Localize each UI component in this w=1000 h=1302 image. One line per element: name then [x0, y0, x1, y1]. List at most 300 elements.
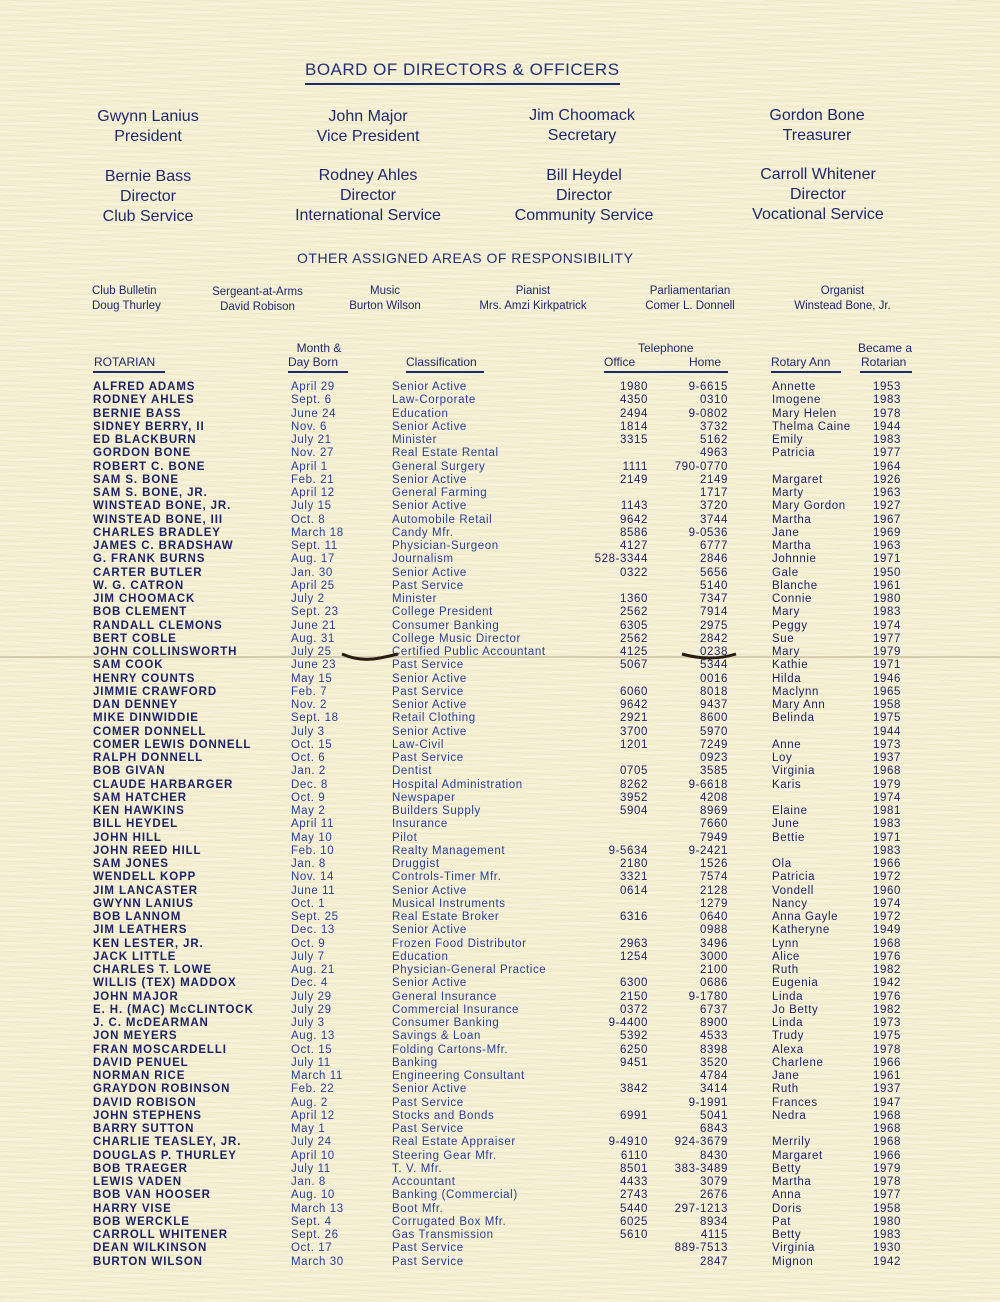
responsibility-name: Burton Wilson: [349, 300, 421, 312]
member-birthday: July 21: [291, 434, 332, 446]
table-row: [0, 408, 1000, 421]
member-birthday: July 24: [291, 1136, 332, 1149]
member-home-phone: 8018: [700, 685, 728, 698]
member-name: BOB WERCKLE: [93, 1215, 190, 1228]
member-classification: Education: [392, 950, 449, 963]
member-home-phone: 7249: [700, 738, 728, 751]
member-classification: General Insurance: [392, 990, 497, 1003]
member-office-phone: 3700: [620, 725, 648, 738]
header-rotary-ann: Rotary Ann: [771, 355, 831, 369]
member-classification: Past Service: [392, 659, 464, 672]
member-year-joined: 1971: [873, 553, 901, 566]
member-rotary-ann: Nancy: [772, 897, 808, 910]
table-row: [0, 381, 1000, 394]
member-rotary-ann: Kathie: [772, 659, 809, 672]
member-classification: Real Estate Appraiser: [392, 1136, 516, 1149]
header-became-line1: Became a: [858, 341, 913, 355]
member-classification: Senior Active: [392, 699, 467, 711]
member-rotary-ann: Anna: [772, 1189, 802, 1202]
header-underline: [771, 371, 841, 373]
table-row: [0, 474, 1000, 487]
member-rotary-ann: Elaine: [772, 805, 808, 817]
member-name: WENDELL KOPP: [93, 871, 197, 884]
member-classification: Past Service: [392, 1123, 464, 1135]
member-birthday: Nov. 27: [291, 447, 334, 460]
member-office-phone: 9642: [620, 699, 648, 711]
member-office-phone: 3842: [620, 1083, 648, 1096]
table-row: [0, 951, 1000, 964]
member-office-phone: 4433: [620, 1176, 648, 1188]
member-office-phone: 1143: [620, 500, 648, 513]
member-classification: Consumer Banking: [392, 619, 500, 632]
member-name: SIDNEY BERRY, II: [93, 420, 205, 433]
officer-name: Jim Choomack: [529, 107, 635, 124]
member-birthday: Nov. 6: [291, 420, 327, 433]
table-row: [0, 779, 1000, 792]
table-row: [0, 977, 1000, 990]
member-rotary-ann: Patricia: [772, 871, 816, 884]
table-row: [0, 1189, 1000, 1202]
member-name: DAVID PENUEL: [93, 1056, 189, 1069]
member-office-phone: 528-3344: [594, 553, 648, 566]
member-rotary-ann: Martha: [772, 1176, 812, 1188]
member-home-phone: 2842: [700, 632, 728, 645]
member-office-phone: 3952: [620, 791, 648, 804]
member-birthday: July 25: [291, 646, 332, 658]
table-row: [0, 606, 1000, 619]
member-rotary-ann: Merrily: [772, 1136, 811, 1149]
member-classification: Boot Mfr.: [392, 1202, 444, 1215]
member-office-phone: 4127: [620, 540, 648, 552]
table-row: [0, 726, 1000, 739]
member-office-phone: 2149: [620, 473, 648, 486]
member-birthday: Aug. 13: [291, 1030, 335, 1043]
member-rotary-ann: Frances: [772, 1096, 818, 1109]
member-name: HENRY COUNTS: [93, 672, 196, 685]
member-year-joined: 1983: [873, 1229, 901, 1241]
member-home-phone: 3414: [700, 1083, 728, 1096]
member-name: SAM JONES: [93, 858, 169, 870]
member-year-joined: 1978: [873, 407, 901, 420]
member-classification: Candy Mfr.: [392, 526, 454, 539]
member-rotary-ann: Lynn: [772, 937, 799, 950]
member-rotary-ann: Jo Betty: [772, 1003, 819, 1016]
member-home-phone: 2847: [700, 1255, 728, 1268]
member-name: GORDON BONE: [93, 447, 192, 460]
member-year-joined: 1973: [873, 1017, 901, 1029]
member-year-joined: 1958: [873, 1202, 901, 1215]
member-home-phone: 5140: [700, 579, 728, 592]
member-year-joined: 1976: [873, 950, 901, 963]
member-year-joined: 1966: [873, 858, 901, 870]
officer-area: International Service: [295, 207, 441, 224]
member-classification: Controls-Timer Mfr.: [392, 871, 502, 884]
member-year-joined: 1964: [873, 460, 901, 473]
member-rotary-ann: Virginia: [772, 765, 815, 778]
member-name: CHARLES T. LOWE: [93, 964, 212, 976]
member-birthday: May 2: [291, 805, 326, 817]
officer-vice-president: [268, 107, 468, 147]
member-home-phone: 0923: [700, 752, 728, 764]
member-office-phone: 9-4400: [608, 1017, 648, 1029]
member-birthday: Sept. 6: [291, 394, 332, 407]
officer-name: Bernie Bass: [104, 168, 192, 185]
member-office-phone: 4350: [620, 394, 648, 407]
member-rotary-ann: Eugenia: [772, 977, 819, 990]
member-office-phone: 8501: [620, 1162, 648, 1175]
member-year-joined: 1963: [873, 540, 901, 552]
member-birthday: Oct. 9: [291, 937, 326, 950]
member-classification: Corrugated Box Mfr.: [392, 1215, 507, 1228]
member-birthday: March 18: [291, 526, 344, 539]
member-home-phone: 6737: [700, 1003, 728, 1016]
member-home-phone: 297-1213: [674, 1202, 728, 1215]
member-name: ROBERT C. BONE: [93, 460, 206, 473]
officer-name: Bill Heydel: [546, 167, 622, 184]
member-year-joined: 1979: [873, 646, 901, 658]
officer-secretary: [482, 106, 682, 146]
header-telephone: Telephone: [638, 341, 694, 355]
member-classification: Stocks and Bonds: [392, 1109, 495, 1122]
member-classification: General Farming: [392, 487, 488, 499]
member-classification: Senior Active: [392, 566, 467, 579]
member-birthday: Oct. 17: [291, 1242, 333, 1255]
officer-area: Club Service: [102, 208, 194, 225]
member-classification: Certified Public Accountant: [392, 646, 546, 658]
table-row: [0, 580, 1000, 593]
officer-name: John Major: [328, 108, 408, 125]
member-classification: Hospital Administration: [392, 778, 523, 791]
member-home-phone: 8934: [700, 1215, 728, 1228]
member-classification: Senior Active: [392, 977, 467, 990]
member-name: BOB CLEMENT: [93, 606, 188, 619]
member-office-phone: 5904: [620, 805, 648, 817]
member-home-phone: 6777: [700, 540, 728, 552]
table-row: [0, 540, 1000, 553]
member-office-phone: 0322: [620, 566, 648, 579]
member-year-joined: 1983: [873, 844, 901, 857]
member-classification: Banking (Commercial): [392, 1189, 518, 1202]
member-birthday: Dec. 8: [291, 778, 328, 791]
member-home-phone: 8398: [700, 1043, 728, 1056]
member-year-joined: 1930: [873, 1242, 901, 1255]
director-club-service: [48, 167, 248, 227]
table-row: [0, 620, 1000, 633]
member-classification: Senior Active: [392, 725, 467, 738]
member-year-joined: 1961: [873, 579, 901, 592]
table-row: [0, 885, 1000, 898]
responsibility-sergeant-at-arms: [200, 285, 315, 315]
member-birthday: May 15: [291, 672, 333, 685]
member-name: LEWIS VADEN: [93, 1176, 182, 1188]
table-row: [0, 964, 1000, 977]
member-year-joined: 1982: [873, 1003, 901, 1016]
member-home-phone: 9-1780: [688, 990, 728, 1003]
member-rotary-ann: Virginia: [772, 1242, 815, 1255]
member-office-phone: 0705: [620, 765, 648, 778]
member-office-phone: 6025: [620, 1215, 648, 1228]
member-rotary-ann: Linda: [772, 1017, 804, 1029]
member-birthday: April 10: [291, 1149, 335, 1162]
member-name: JOHN MAJOR: [93, 990, 179, 1003]
member-classification: Builders Supply: [392, 805, 481, 817]
officer-role: Director: [555, 187, 612, 204]
member-rotary-ann: Charlene: [772, 1056, 824, 1069]
member-year-joined: 1949: [873, 924, 901, 937]
member-home-phone: 924-3679: [674, 1136, 728, 1149]
member-name: KEN HAWKINS: [93, 805, 185, 817]
member-birthday: Aug. 21: [291, 964, 335, 976]
member-classification: Commercial Insurance: [392, 1003, 520, 1016]
member-year-joined: 1953: [873, 381, 901, 393]
responsibility-role: Parliamentarian: [649, 285, 731, 297]
header-underline: [860, 371, 912, 373]
member-birthday: Aug. 17: [291, 553, 335, 566]
member-home-phone: 5162: [700, 434, 728, 446]
member-office-phone: 2921: [620, 712, 648, 725]
officer-role: Director: [789, 186, 846, 203]
member-rotary-ann: Anna Gayle: [772, 911, 839, 923]
header-underline: [288, 371, 348, 373]
member-year-joined: 1978: [873, 1043, 901, 1056]
member-home-phone: 7574: [700, 871, 728, 884]
member-classification: Past Service: [392, 579, 464, 592]
officer-president: [48, 107, 248, 147]
member-rotary-ann: Katheryne: [772, 924, 830, 937]
table-row: [0, 832, 1000, 845]
member-rotary-ann: Jane: [772, 526, 800, 539]
member-birthday: Oct. 15: [291, 1043, 333, 1056]
member-year-joined: 1968: [873, 765, 901, 778]
member-office-phone: 1980: [620, 381, 648, 393]
member-home-phone: 8600: [700, 712, 728, 725]
member-rotary-ann: Connie: [772, 593, 813, 605]
member-name: SAM S. BONE, JR.: [93, 487, 208, 499]
member-rotary-ann: Linda: [772, 990, 804, 1003]
member-classification: T. V. Mfr.: [392, 1162, 443, 1175]
member-office-phone: 6305: [620, 619, 648, 632]
member-office-phone: 5392: [620, 1030, 648, 1043]
header-classification: Classification: [406, 355, 477, 369]
member-office-phone: 6316: [620, 911, 648, 923]
table-row: [0, 421, 1000, 434]
table-row: [0, 434, 1000, 447]
table-row: [0, 673, 1000, 686]
member-name: SAM HATCHER: [93, 791, 188, 804]
member-office-phone: 3315: [620, 434, 648, 446]
member-birthday: Jan. 8: [291, 858, 326, 870]
page-title: BOARD OF DIRECTORS & OFFICERS: [305, 60, 620, 85]
member-classification: Past Service: [392, 752, 464, 764]
member-rotary-ann: Nedra: [772, 1109, 807, 1122]
member-rotary-ann: Alexa: [772, 1043, 804, 1056]
member-year-joined: 1973: [873, 738, 901, 751]
member-year-joined: 1966: [873, 1056, 901, 1069]
member-classification: Steering Gear Mfr.: [392, 1149, 497, 1162]
member-year-joined: 1976: [873, 990, 901, 1003]
member-office-phone: 6300: [620, 977, 648, 990]
member-name: DAN DENNEY: [93, 699, 179, 711]
member-rotary-ann: Betty: [772, 1162, 802, 1175]
member-year-joined: 1980: [873, 593, 901, 605]
table-row: [0, 686, 1000, 699]
member-classification: Realty Management: [392, 844, 506, 857]
member-birthday: Nov. 14: [291, 871, 334, 884]
member-rotary-ann: Loy: [772, 752, 793, 764]
member-birthday: Nov. 2: [291, 699, 327, 711]
member-name: FRAN MOSCARDELLI: [93, 1043, 227, 1056]
member-classification: Senior Active: [392, 500, 467, 513]
member-name: JACK LITTLE: [93, 950, 177, 963]
table-row: [0, 898, 1000, 911]
header-rotarian: ROTARIAN: [94, 355, 156, 369]
member-classification: General Surgery: [392, 460, 486, 473]
member-home-phone: 5970: [700, 725, 728, 738]
member-birthday: July 7: [291, 950, 325, 963]
member-office-phone: 5440: [620, 1202, 648, 1215]
member-rotary-ann: Margaret: [772, 1149, 823, 1162]
responsibility-name: Winstead Bone, Jr.: [794, 300, 891, 312]
member-home-phone: 4208: [700, 791, 728, 804]
header-underline: [406, 371, 484, 373]
member-home-phone: 3079: [700, 1176, 728, 1188]
table-row: [0, 1057, 1000, 1070]
officer-role: President: [114, 128, 182, 145]
member-name: E. H. (MAC) McCLINTOCK: [93, 1003, 254, 1016]
responsibility-role: Music: [369, 285, 401, 297]
table-row: [0, 461, 1000, 474]
member-office-phone: 8262: [620, 778, 648, 791]
member-home-phone: 2846: [700, 553, 728, 566]
responsibility-name: David Robison: [220, 301, 295, 313]
member-rotary-ann: Alice: [772, 950, 800, 963]
member-office-phone: 2963: [620, 937, 648, 950]
member-birthday: Sept. 25: [291, 911, 339, 923]
member-year-joined: 1982: [873, 964, 901, 976]
officer-name: Carroll Whitener: [760, 166, 876, 183]
member-year-joined: 1968: [873, 1109, 901, 1122]
header-home: Home: [689, 355, 722, 369]
member-name: JOHN STEPHENS: [93, 1109, 202, 1122]
member-birthday: April 12: [291, 487, 335, 499]
member-rotary-ann: Peggy: [772, 619, 808, 632]
member-birthday: June 24: [291, 407, 337, 420]
member-classification: Senior Active: [392, 381, 467, 393]
member-office-phone: 2150: [620, 990, 648, 1003]
member-classification: Gas Transmission: [392, 1229, 494, 1241]
member-office-phone: 2743: [620, 1189, 648, 1202]
member-home-phone: 3732: [700, 420, 728, 433]
table-row: [0, 1030, 1000, 1043]
member-home-phone: 9-0536: [688, 526, 728, 539]
member-birthday: Aug. 10: [291, 1189, 335, 1202]
header-underline: [604, 371, 728, 373]
member-name: JIM LEATHERS: [93, 924, 188, 937]
member-name: KEN LESTER, JR.: [93, 937, 204, 950]
officer-role: Secretary: [547, 127, 617, 144]
officer-area: Vocational Service: [752, 206, 884, 223]
member-home-phone: 3000: [700, 950, 728, 963]
member-birthday: June 21: [291, 619, 337, 632]
member-year-joined: 1974: [873, 897, 901, 910]
member-name: CLAUDE HARBARGER: [93, 778, 234, 791]
member-office-phone: 0614: [620, 884, 648, 897]
member-classification: Past Service: [392, 1242, 464, 1255]
member-home-phone: 6843: [700, 1123, 728, 1135]
member-birthday: Oct. 15: [291, 738, 333, 751]
member-name: RALPH DONNELL: [93, 752, 204, 764]
member-classification: Senior Active: [392, 924, 467, 937]
member-rotary-ann: Anne: [772, 738, 802, 751]
member-rotary-ann: Mary: [772, 646, 800, 658]
officer-area: Community Service: [514, 207, 654, 224]
member-year-joined: 1983: [873, 434, 901, 446]
member-name: JIMMIE CRAWFORD: [93, 685, 218, 698]
table-row: [0, 447, 1000, 460]
member-roster: [0, 381, 1000, 1269]
member-name: JON MEYERS: [93, 1030, 178, 1043]
member-rotary-ann: Mary Gordon: [772, 500, 846, 513]
member-year-joined: 1983: [873, 394, 901, 407]
section-title-other-responsibilities: OTHER ASSIGNED AREAS OF RESPONSIBILITY: [297, 250, 634, 266]
table-row: [0, 487, 1000, 500]
member-name: ED BLACKBURN: [93, 434, 197, 446]
table-row: [0, 567, 1000, 580]
member-year-joined: 1960: [873, 884, 901, 897]
table-row: [0, 765, 1000, 778]
table-row: [0, 858, 1000, 871]
member-classification: Law-Corporate: [392, 394, 476, 407]
table-row: [0, 514, 1000, 527]
responsibility-organist: [780, 284, 905, 314]
member-rotary-ann: June: [772, 818, 800, 831]
member-classification: Past Service: [392, 685, 464, 698]
member-name: BILL HEYDEL: [93, 818, 179, 831]
member-home-phone: 4784: [700, 1070, 728, 1082]
member-classification: Senior Active: [392, 473, 467, 486]
member-name: CHARLES BRADLEY: [93, 526, 221, 539]
member-rotary-ann: Annette: [772, 381, 816, 393]
member-year-joined: 1969: [873, 526, 901, 539]
member-birthday: July 11: [291, 1056, 331, 1069]
member-name: WINSTEAD BONE, III: [93, 513, 223, 526]
member-name: G. FRANK BURNS: [93, 553, 206, 566]
member-home-phone: 0016: [700, 672, 728, 685]
member-rotary-ann: Martha: [772, 513, 812, 526]
member-home-phone: 3496: [700, 937, 728, 950]
member-name: SAM COOK: [93, 659, 164, 672]
paper-tear-mark: [340, 650, 400, 664]
member-office-phone: 0372: [620, 1003, 648, 1016]
member-birthday: March 13: [291, 1202, 344, 1215]
member-rotary-ann: Patricia: [772, 447, 816, 460]
member-home-phone: 0686: [700, 977, 728, 990]
member-birthday: Oct. 9: [291, 791, 326, 804]
table-row: [0, 1150, 1000, 1163]
member-rotary-ann: Thelma Caine: [772, 420, 851, 433]
member-home-phone: 2149: [700, 473, 728, 486]
member-office-phone: 5610: [620, 1229, 648, 1241]
member-classification: Consumer Banking: [392, 1017, 500, 1029]
member-classification: Newspaper: [392, 791, 456, 804]
member-office-phone: 8586: [620, 526, 648, 539]
paper-tear-mark: [680, 648, 740, 662]
member-office-phone: 1814: [620, 420, 648, 433]
member-home-phone: 1279: [700, 897, 728, 910]
member-home-phone: 4533: [700, 1030, 728, 1043]
member-classification: Banking: [392, 1056, 438, 1069]
member-classification: Retail Clothing: [392, 712, 476, 725]
